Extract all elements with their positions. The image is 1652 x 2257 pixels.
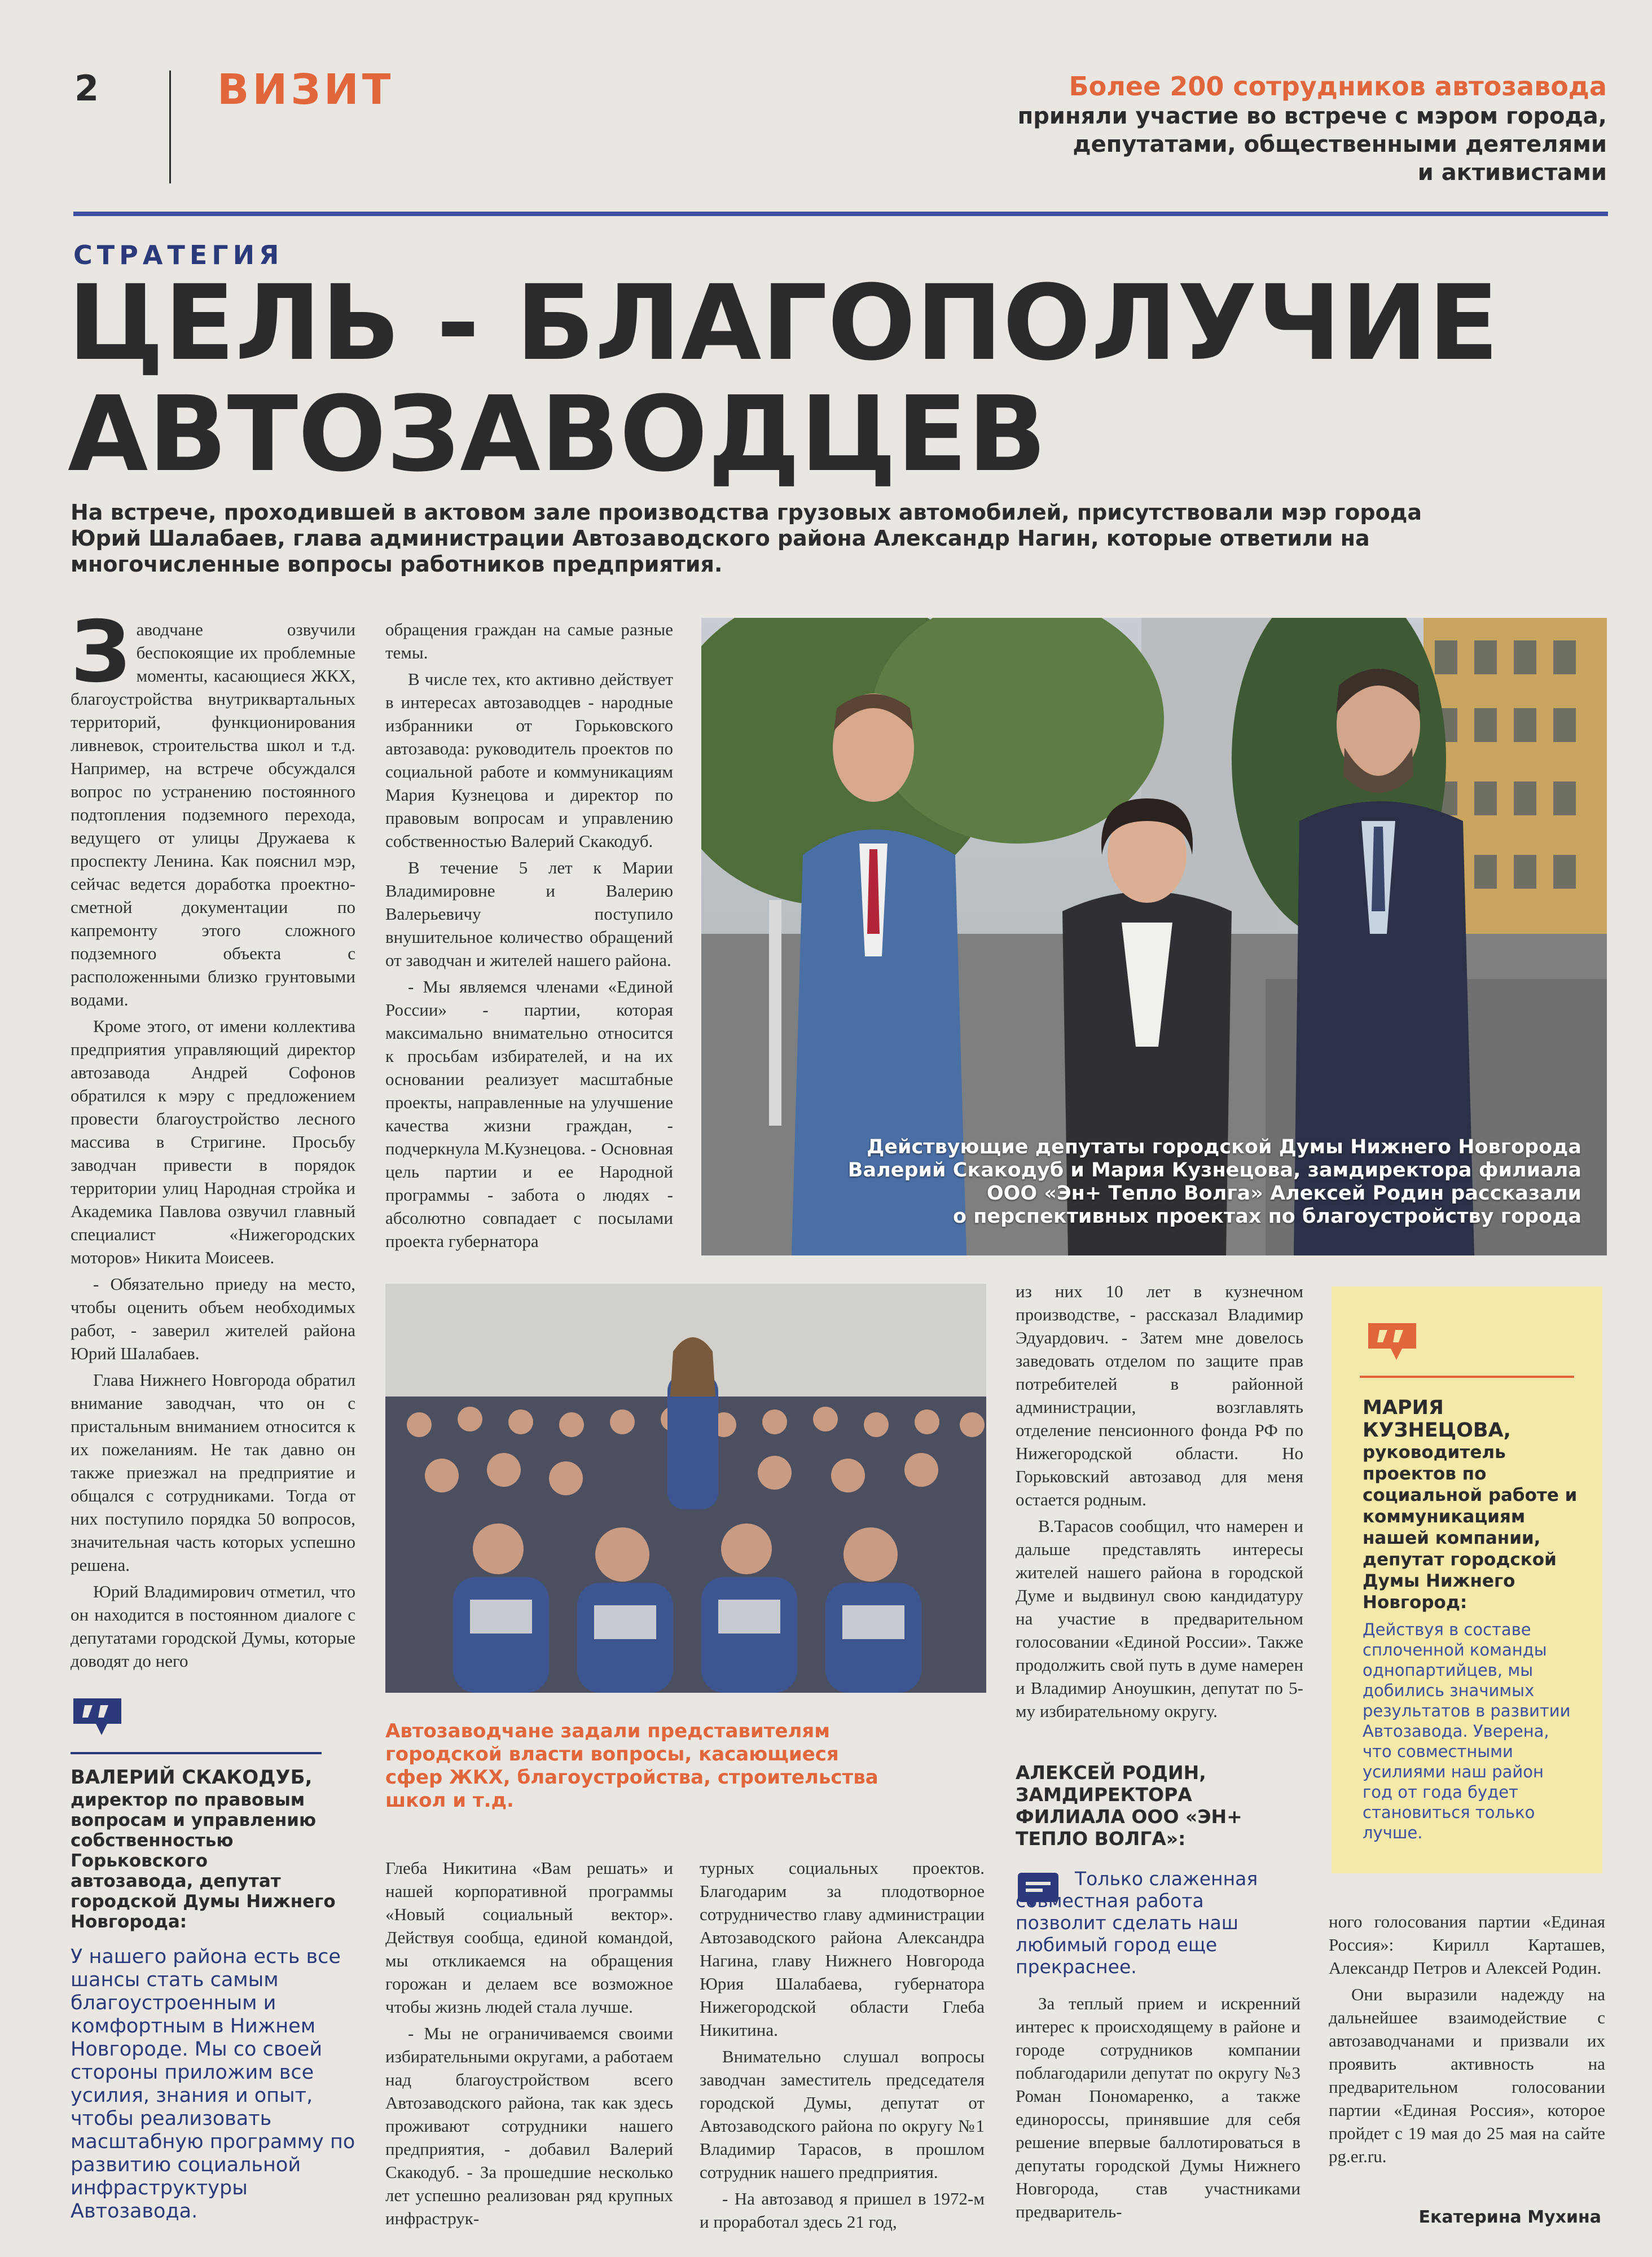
author-signature: Екатерина Мухина (1418, 2207, 1601, 2227)
b3-p3: - На автозавод я пришел в 1972-м и проработал здесь 21 год, (700, 2189, 985, 2232)
col1-p2: Кроме этого, от имени коллектива предприятия управляющий директор автозавода Андрей Софонов обратился к мэру с предложением провести благоустройство лесного массива в Стригине. Просьбу заводчан привести в порядок территории улиц Народная стройка и Академика Павлова озвучил главный специалист «Нижегородских моторов» Никита Моисеев. (71, 1016, 355, 1267)
mid-right-p2: В.Тарасов сообщил, что намерен и дальше представлять интересы жителей нашего района в городской Думе и выдвинул свою кандидатуру на участие в предварительном голосовании «Единой России». Также продолжить свой путь в думе намерен и Владимир Аноушкин, депутат по 5-му избирательному округу. (1016, 1516, 1303, 1721)
header-teaser (1018, 71, 1607, 187)
kuznetsova-name: МАРИЯ КУЗНЕЦОВА, (1363, 1397, 1511, 1442)
b3-p2: Внимательно слушал вопросы заводчан заместитель председателя городской Думы, депутат от Автозаводского района по округу №1 Владимир Тарасов, в прошлом сотрудник нашего предприятия. (700, 2047, 985, 2182)
headline-line-2: АВТОЗАВОДЦЕВ (68, 374, 1047, 495)
col1-p4: Глава Нижнего Новгорода обратил внимание заводчан, что он с пристальным вниманием относится к их пожеланиям. Не так давно он также приезжал на предприятие и общался с сотрудниками. Тогда от них поступило порядка 50 вопросов, значительная часть которых успешно решена. (71, 1370, 355, 1575)
column-1 (71, 603, 355, 1676)
headline-line-1: ЦЕЛЬ - БЛАГОПОЛУЧИЕ (68, 263, 1499, 384)
sidebar-rule (1360, 1376, 1574, 1378)
column-bottom-2 (385, 1856, 673, 2233)
col1-p3: - Обязательно приеду на место, чтобы оценить объем необходимых работ, - заверил жителей района Юрий Шалабаев. (71, 1274, 355, 1363)
dropcap: З (71, 603, 131, 701)
caption-line-2: Валерий Скакодуб и Мария Кузнецова, замдиректора филиала (847, 1159, 1581, 1182)
kuznetsova-sidebar (1332, 1286, 1602, 1873)
rodin-text (1016, 1992, 1300, 2227)
rubric: СТРАТЕГИЯ (73, 240, 284, 270)
column-last (1329, 1910, 1605, 2171)
col1-p5: Юрий Владимирович отметил, что он находится в постоянном диалоге с депутатами городской Думы, которые доводят до него (71, 1582, 355, 1671)
b2-p1: Глеба Никитина «Вам решать» и нашей корпоративной программы «Новый социальный вектор». Действуя сообща, единой командой, мы откликаемся на обращения горожан и делаем все возможное чтобы жизнь людей стала лучше. (385, 1858, 673, 2017)
quote-icon (1363, 1318, 1422, 1363)
col2-p4: - Мы являемся членами «Единой России» - партии, которая максимально внимательно относится к просьбам избирателей, и на их основании реализует масштабные проекты, направленные на улучшение качества жизни граждан, - подчеркнула М.Кузнецова. - Основная цель партии и ее Народной программы - забота о людях - абсолютно совпадает с посылами проекта губернатора (385, 977, 673, 1251)
rodin-p1: За теплый прием и искренний интерес к происходящему в районе и городе сотрудников компании поблагодарили депутат по округу №3 Роман Пономаренко, а также единороссы, принявшие для себя решение впервые баллотироваться в депутаты городской Думы Нижнего Новгорода, став участниками предваритель- (1016, 1993, 1300, 2221)
audience-photo-caption: Автозаводчане задали представителям городской власти вопросы, касающиеся сфер ЖКХ, благоустройства, строительства школ и т.д. (385, 1720, 878, 1812)
b2-p2: - Мы не ограничиваемся своими избирательными округами, а работаем над благоустройством всего Автозаводского района, так как здесь проживают сотрудники нашего предприятия, - добавил Валерий Скакодуб. - За прошедшие несколько лет успешно реализован ряд крупных инфраструк- (385, 2023, 673, 2228)
rodin-name: АЛЕКСЕЙ РОДИН, ЗАМДИРЕКТОРА ФИЛИАЛА ООО «ЭН+ ТЕПЛО ВОЛГА»: (1016, 1762, 1242, 1850)
column-bottom-3 (700, 1856, 985, 2237)
lead-paragraph: На встрече, проходившей в актовом зале производства грузовых автомобилей, присутствовали мэр города Юрий Шалабаев, глава администрации Автозаводского района Александр Нагин, которые ответили на многочисленные вопросы работников предприятия. (71, 500, 1422, 577)
skakodub-name: ВАЛЕРИЙ СКАКОДУБ, (71, 1766, 313, 1789)
col2-p3: В течение 5 лет к Марии Владимировне и Валерию Валерьевичу поступило внушительное количество обращений от заводчан и жителей нашего района. (385, 858, 673, 970)
caption-line-4: о перспективных проектах по благоустройству города (952, 1205, 1581, 1228)
mid-right-p1: из них 10 лет в кузнечном производстве, - рассказал Владимир Эдуардович. - Затем мне довелось заведовать отделом по защите прав потребителей в районной администрации, возглавлять отделение пенсионного фонда РФ по Нижегородской области. Но Горьковский автозавод для меня остается родным. (1016, 1281, 1303, 1509)
page-number: 2 (74, 68, 99, 109)
deputies-photo-caption (848, 1136, 1581, 1228)
teaser-title: Более 200 сотрудников автозавода (1069, 71, 1607, 102)
deputies-photo (701, 618, 1607, 1255)
column-2 (385, 618, 673, 1256)
col1-p1: аводчане озвучили беспокоящие их проблемные моменты, касающиеся ЖКХ, благоустройства внутриквартальных территорий, функционирования ливневок, строительства школ и т.д. Например, на встрече обсуждался вопрос по устранению постоянного подтопления подземного перехода, ведущего от улицы Дружаева к проспекту Ленина. Как пояснил мэр, сейчас ведется доработка проектно-сметной документации по капремонту этого сложного подземного объекта с расположенными близко грунтовыми водами. (71, 620, 355, 1009)
header-rule (73, 212, 1608, 216)
kuznetsova-role: руководитель проектов по социальной работе и коммуникациям нашей компании, депутат городской Думы Нижнего Новгород: (1363, 1442, 1578, 1613)
column-mid-right (1016, 1280, 1303, 1726)
teaser-line-1: приняли участие во встрече с мэром города, (1017, 103, 1607, 129)
teaser-line-2: депутатами, общественными деятелями (1073, 131, 1607, 157)
caption-line-3: ООО «Эн+ Тепло Волга» Алексей Родин рассказали (986, 1182, 1581, 1205)
section-label: ВИЗИТ (217, 65, 394, 114)
audience-photo (385, 1284, 986, 1693)
teaser-line-3: и активистами (1417, 160, 1607, 186)
skakodub-role: директор по правовым вопросам и управлению собственностью Горьковского автозавода, депутат городской Думы Нижнего Новгорода: (71, 1790, 336, 1932)
skakodub-rule (71, 1752, 322, 1754)
last-p2: Они выразили надежду на дальнейшее взаимодействие с автозаводчанами и призвали их проявить активность на предварительном голосовании партии «Единая Россия», которое пройдет с 19 мая до 25 мая на сайте pg.er.ru. (1329, 1984, 1605, 2166)
skakodub-quote: У нашего района есть все шансы стать самым благоустроенным и комфортным в Нижнем Новгороде. Мы со своей стороны приложим все усилия, знания и опыт, чтобы реализовать масштабную программу по развитию социальной инфраструктуры Автозавода. (71, 1946, 355, 2223)
audience-photo-art (385, 1284, 986, 1693)
last-p1: ного голосования партии «Единая Россия»: Кирилл Карташев, Александр Петров и Алексей Родин. (1329, 1912, 1605, 1978)
rodin-quote: Только слаженная совместная работа позволит сделать наш любимый город еще прекраснее. (1016, 1868, 1258, 1978)
col2-p1: обращения граждан на самые разные темы. (385, 620, 673, 662)
b3-p1: турных социальных проектов. Благодарим за плодотворное сотрудничество главу администрации Автозаводского района Александра Нагина, главу Нижнего Новгорода Юрия Шалабаева, губернатора Нижегородской области Глеба Никитина. (700, 1858, 985, 2040)
caption-line-1: Действующие депутаты городской Думы Нижнего Новгорода (867, 1136, 1581, 1158)
kuznetsova-quote: Действуя в составе сплоченной команды однопартийцев, мы добились значимых результатов в развитии Автозавода. Уверена, что совместными усилиями наш район год от года будет становиться только лучше. (1363, 1620, 1571, 1842)
col2-p2: В числе тех, кто активно действует в интересах автозаводцев - народные избранники от Горьковского автозавода: руководитель проектов по социальной работе и коммуникациям Мария Кузнецова и директор по правовым вопросам и управлению собственностью Валерий Скакодуб. (385, 669, 673, 851)
header-divider (169, 71, 171, 183)
skakodub-quote-icon (68, 1693, 127, 1738)
